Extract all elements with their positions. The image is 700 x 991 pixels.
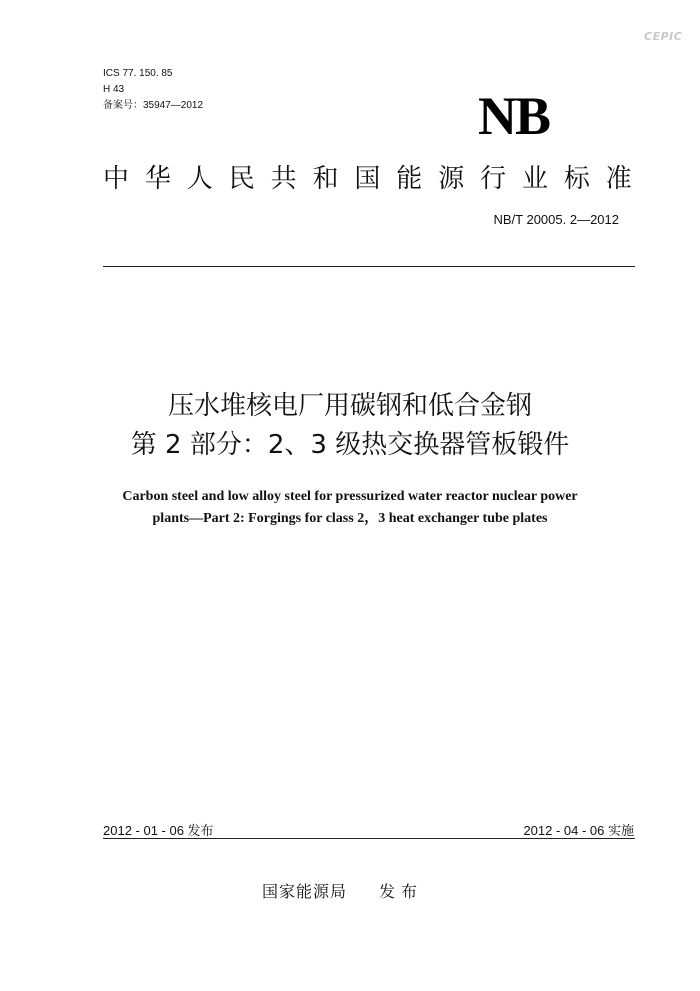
title-en-line1: Carbon steel and low alloy steel for pressurized water reactor nuclear power: [122, 489, 578, 504]
publisher-action: 发布: [379, 882, 424, 901]
title-en-line2: plants—Part 2: Forgings for class 2，3 heat exchanger tube plates: [152, 511, 548, 526]
title-cn-line2: 第 2 部分：2、3 级热交换器管板锻件: [130, 430, 570, 460]
ics-code: ICS 77. 150. 85: [103, 68, 173, 79]
category-code: H 43: [103, 84, 125, 95]
standard-number: NB/T 20005. 2—2012: [493, 212, 619, 227]
organization-title: 中华人民共和国能源行业标准: [103, 164, 648, 194]
nb-logo: NB: [478, 86, 550, 146]
publisher-name: 国家能源局: [262, 882, 348, 901]
top-divider: [103, 266, 635, 267]
cepic-watermark: CEPIC: [644, 30, 683, 43]
title-en: [60, 486, 640, 530]
title-cn-line1: 压水堆核电厂用碳钢和低合金钢: [167, 391, 532, 421]
issue-date: 2012 - 01 - 06 发布: [103, 823, 214, 838]
filing-number: 备案号：35947—2012: [103, 100, 204, 111]
publisher-line: [262, 879, 423, 902]
classification-block: [103, 66, 203, 114]
bottom-divider: [103, 838, 635, 839]
effective-date: 2012 - 04 - 06 实施: [523, 823, 634, 838]
